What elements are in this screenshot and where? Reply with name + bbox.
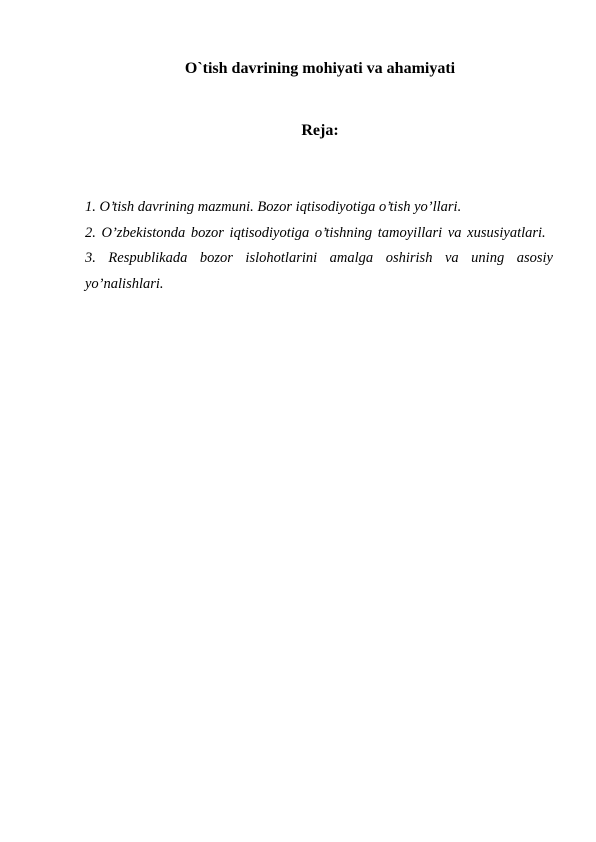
plan-heading: Reja: (301, 122, 339, 139)
page-title: O`tish davrining mohiyati va ahamiyati (184, 60, 456, 77)
plan-list (85, 195, 553, 297)
plan-item-3: 3. Respublikada bozor islohotlarini amalga oshirish va uning asosiy yo’nalishlari. (85, 250, 553, 292)
plan-item-1: 1. O’tish davrining mazmuni. Bozor iqtisodiyotiga o’tish yo’llari. (85, 199, 462, 215)
plan-item-2: 2. O’zbekistonda bozor iqtisodiyotiga o’tishning tamoyillari va xususiyatlari. (85, 224, 546, 241)
